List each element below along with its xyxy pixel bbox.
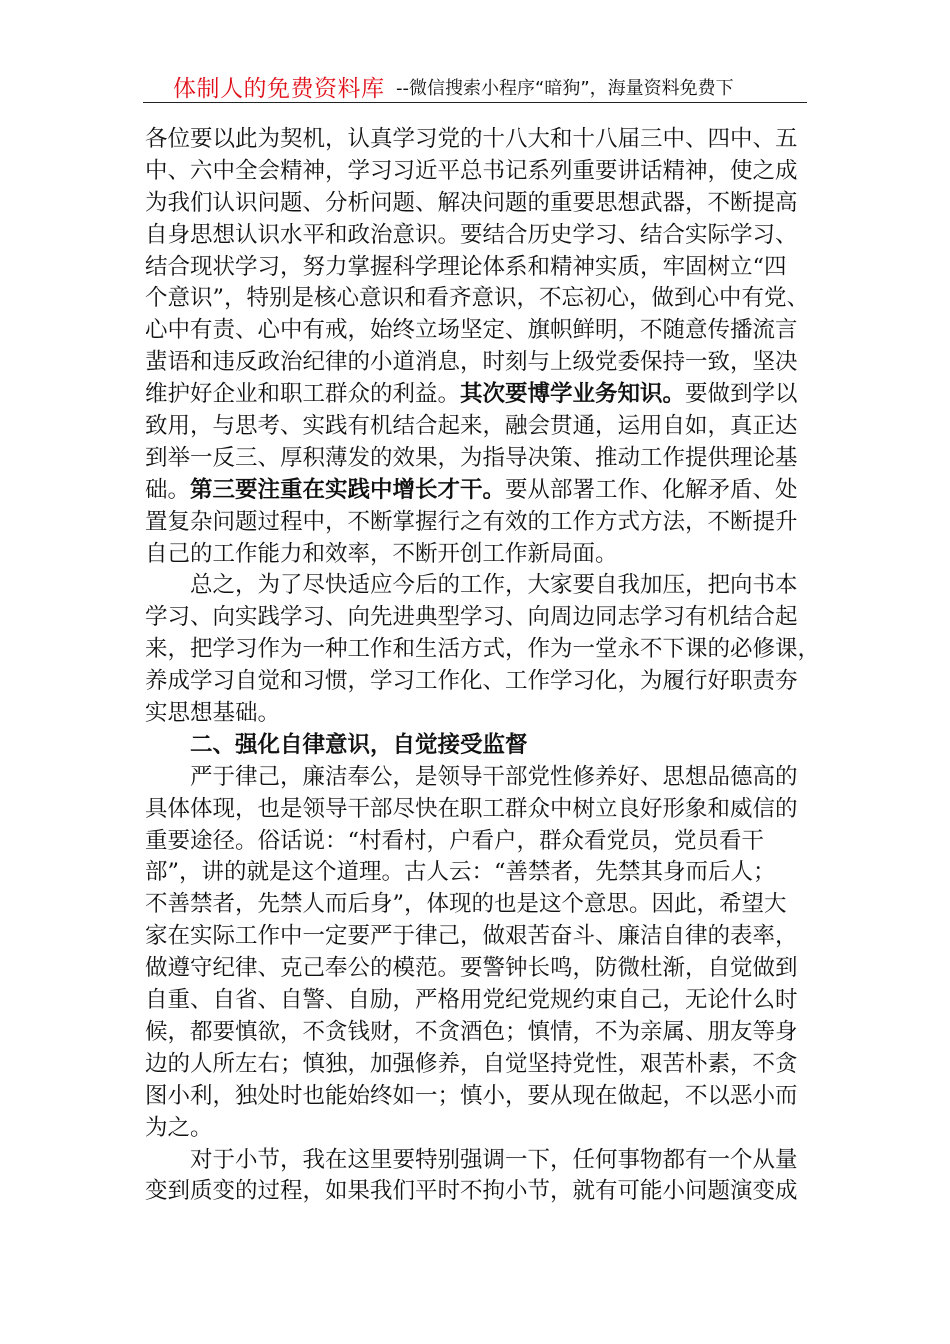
text-line [145, 156, 809, 188]
text-line [145, 762, 809, 794]
line-text: 为我们认识问题、分析问题、解决问题的重要思想武器，不断提高 [145, 189, 798, 216]
text-line [145, 539, 809, 571]
line-text: 来，把学习作为一种工作和生活方式，作为一堂永不下课的必修课， [145, 636, 821, 663]
text-line [145, 283, 809, 315]
line-text: 自身思想认识水平和政治意识。要结合历史学习、结合实际学习、 [145, 221, 798, 248]
line-text: 对于小节，我在这里要特别强调一下，任何事物都有一个从量 [190, 1146, 798, 1173]
line-text: 中、六中全会精神，学习习近平总书记系列重要讲话精神，使之成 [145, 157, 798, 184]
line-text: 图小利，独处时也能始终如一；慎小，要从现在做起，不以恶小而 [145, 1082, 798, 1109]
line-text: 变到质变的过程，如果我们平时不拘小节，就有可能小问题演变成 [145, 1178, 798, 1205]
text-line [145, 985, 809, 1017]
text-line [145, 794, 809, 826]
document-body [145, 124, 821, 1208]
text-line [145, 730, 809, 762]
line-text: 蜚语和违反政治纪律的小道消息，时刻与上级党委保持一致，坚决 [145, 349, 798, 376]
line-text: 部”，讲的就是这个道理。古人云：“善禁者，先禁其身而后人； [145, 859, 776, 886]
text-line [145, 634, 821, 666]
page-header [143, 70, 807, 103]
line-text: 严于律己，廉洁奉公，是领导干部党性修养好、思想品德高的 [190, 763, 798, 790]
text-line [145, 220, 809, 252]
text-line [145, 698, 809, 730]
line-text: 为之。 [145, 1114, 213, 1141]
line-text: 结合现状学习，努力掌握科学理论体系和精神实质，牢固树立“四 [145, 253, 787, 280]
text-line [145, 953, 809, 985]
text-line [145, 124, 809, 156]
text-line [145, 1176, 809, 1208]
line-text: 础。 [145, 476, 191, 503]
text-line [145, 1145, 809, 1177]
line-text: 候，都要慎欲，不贪钱财，不贪酒色；慎情，不为亲属、朋友等身 [145, 1018, 798, 1045]
line-text: 心中有责、心中有戒，始终立场坚定、旗帜鲜明，不随意传播流言 [145, 317, 798, 344]
line-text: 致用，与思考、实践有机结合起来，融会贯通，运用自如，真正达 [145, 413, 798, 440]
line-text: 重要途径。俗话说：“村看村，户看户，群众看党员，党员看干 [145, 827, 765, 854]
text-line [145, 857, 809, 889]
text-line [145, 252, 809, 284]
line-text: 维护好企业和职工群众的利益。 [145, 381, 461, 408]
line-text-continued: 要从部署工作、化解矛盾、处 [505, 476, 798, 503]
text-line [145, 570, 809, 602]
line-text: 养成学习自觉和习惯，学习工作化、工作学习化，为履行好职责夯 [145, 668, 798, 695]
line-text: 实思想基础。 [145, 700, 281, 727]
text-line [145, 443, 809, 475]
text-line [145, 411, 809, 443]
line-text: 学习、向实践学习、向先进典型学习、向周边同志学习有机结合起 [145, 604, 798, 631]
line-text: 边的人所左右；慎独，加强修养，自觉坚持党性，艰苦朴素，不贪 [145, 1050, 798, 1077]
bold-phrase: 二、强化自律意识，自觉接受监督 [190, 731, 528, 758]
line-text: 家在实际工作中一定要严于律己，做艰苦奋斗、廉洁自律的表率， [145, 923, 798, 950]
text-line [145, 889, 809, 921]
text-line [145, 666, 809, 698]
text-line [145, 921, 809, 953]
line-text: 具体体现，也是领导干部尽快在职工群众中树立良好形象和威信的 [145, 795, 798, 822]
header-tagline: --微信搜索小程序“暗狗”，海量资料免费下 [396, 78, 734, 99]
text-line [145, 475, 809, 507]
text-line [145, 347, 809, 379]
line-text: 做遵守纪律、克己奉公的模范。要警钟长鸣，防微杜渐，自觉做到 [145, 955, 798, 982]
line-text: 到举一反三、厚积薄发的效果，为指导决策、推动工作提供理论基 [145, 444, 798, 471]
text-line [145, 1017, 809, 1049]
text-line [145, 1081, 809, 1113]
text-line [145, 826, 809, 858]
line-text-continued: 要做到学以 [685, 381, 798, 408]
header-brand: 体制人的免费资料库 [173, 76, 385, 102]
line-text: 各位要以此为契机，认真学习党的十八大和十八届三中、四中、五 [145, 126, 798, 152]
text-line [145, 315, 809, 347]
line-text: 个意识”，特别是核心意识和看齐意识，不忘初心，做到心中有党、 [145, 285, 810, 312]
line-text: 置复杂问题过程中，不断掌握行之有效的工作方式方法，不断提升 [145, 508, 798, 535]
text-line [145, 188, 809, 220]
line-text: 总之，为了尽快适应今后的工作，大家要自我加压，把向书本 [190, 572, 798, 599]
text-line [145, 1049, 809, 1081]
text-line [145, 1113, 809, 1145]
text-line [145, 507, 809, 539]
bold-phrase: 其次要博学业务知识。 [460, 381, 686, 408]
line-text: 不善禁者，先禁人而后身”，体现的也是这个意思。因此，希望大 [145, 891, 787, 918]
line-text: 自己的工作能力和效率，不断开创工作新局面。 [145, 540, 618, 567]
text-line [145, 379, 809, 411]
text-line [145, 602, 809, 634]
bold-phrase: 第三要注重在实践中增长才干。 [190, 476, 506, 503]
line-text: 自重、自省、自警、自励，严格用党纪党规约束自己，无论什么时 [145, 987, 798, 1014]
